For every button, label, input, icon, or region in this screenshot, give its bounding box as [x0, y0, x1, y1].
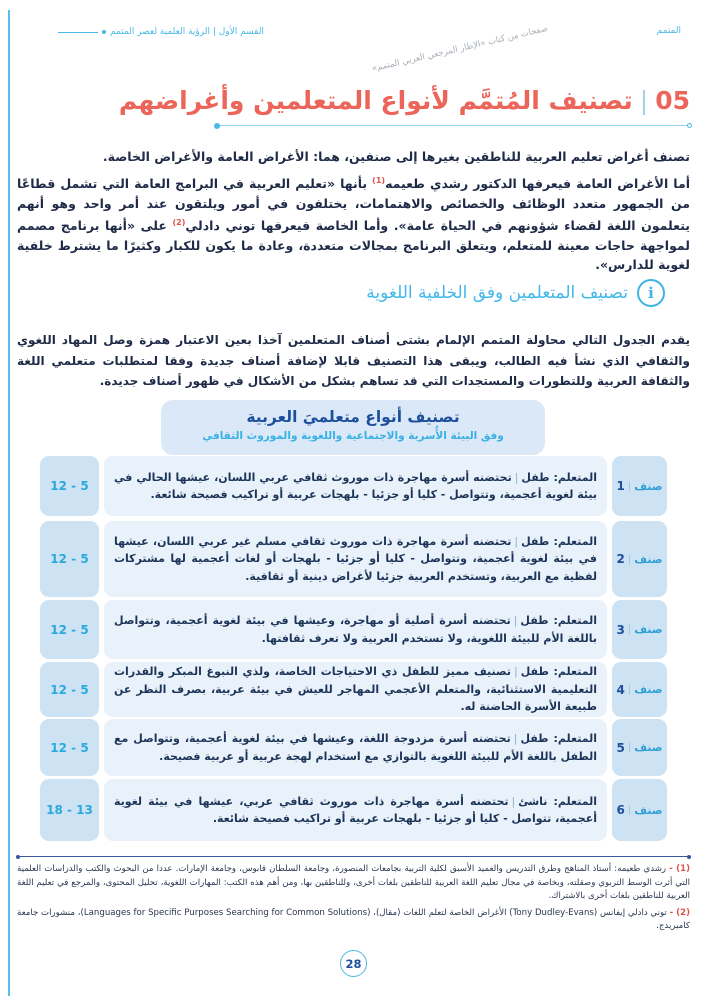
row-description-text: تصنيف مميز للطفل ذي الاحتياجات الخاصة، ولذي النبوغ المبكر والقدرات التعليمية الاستثنائية، والمتعلم الأعجمي المهاجر للعيش في بيئة عربية، بصرف النظر عن طبيعة الأسرة الحاضنة له. — [114, 665, 597, 714]
row-description — [104, 779, 607, 841]
running-head-dot — [102, 30, 106, 34]
footnote — [17, 863, 690, 904]
footnote-marker: (1) - — [669, 864, 690, 874]
info-circle-icon: i — [637, 279, 665, 307]
footnote-ref-2: (2) — [172, 218, 186, 227]
table-title: تصنيف أنواع متعلميَ العربية — [246, 408, 460, 426]
row-description-text: تحتضنه أسرة أصلية أو مهاجرة، وعيشها في بيئة لغوية أعجمية، وتتواصل باللغة الأم للبيئة اللغوية، ولا تستخدم العربية ولا تعرف ثقافتها. — [114, 614, 597, 645]
running-head-left — [58, 27, 264, 37]
row-learner-type: المتعلم: طفل — [520, 614, 597, 627]
row-description-text: تحتضنه أسرة مهاجرة ذات موروث ثقافي عربي اللسان، عيشها الحالي في بيئة لغوية أعجمية، وتتواصل - كليا أو جزئيا - بلهجات عربية أو تراكيب فصيحة شائعة. — [114, 470, 597, 501]
row-number: 6 — [616, 803, 625, 817]
section-paragraph: يقدم الجدول التالي محاولة المتمم الإلمام بشتى أصناف المتعلمين آخذا بعين الاعتبار همزة وصل المهاد اللغوي والثقافي الذي نشأ فيه الطالب، ويبقى هذا التصنيف قابلا لإضافة أصناف جديدة وفقا لمتطلبات متعلمي اللغة والثقافة العربية وللتطورات والمستجدات التي قد تساهم بشكل من الأشكال في ظهور أصناف جديدة. — [17, 333, 690, 388]
row-label — [612, 600, 667, 659]
intro-p2-part-a: أما الأغراض العامة فيعرفها الدكتور رشدي طعيمه — [385, 176, 690, 191]
row-label-divider: | — [627, 553, 632, 565]
intro-paragraph-1: تصنف أغراض تعليم العربية للناطقين بغيرها إلى صنفين، هما: الأغراض العامة والأغراض الخاصة. — [102, 149, 690, 164]
row-age-range: 5 - 12 — [40, 521, 99, 597]
row-description — [104, 662, 607, 717]
row-label-divider: | — [627, 742, 632, 753]
row-number: 2 — [616, 552, 625, 566]
intro-p2-part-b: بأنها «تعليم العربية في البرامج العامة التي تشمل قطاعًا من الجمهور متعدد الوظائف والخصائص والاهتمامات، يختلفون في أمور ويلتقون عند أمر واحد وهو أنهم يتعلمون اللغة لقضاء شؤونهم في الحياة عامة». وأما الخاصة فيعرفها توني دادلي — [17, 176, 691, 233]
row-label-divider: | — [627, 684, 632, 695]
left-accent-rule — [8, 10, 10, 996]
row-label — [612, 779, 667, 841]
row-learner-type: المتعلم: ناشئ — [518, 794, 597, 808]
row-learner-type: المتعلم: طفل — [520, 665, 597, 679]
row-label-prefix: صنف — [634, 552, 663, 566]
row-label-prefix: صنف — [634, 741, 663, 754]
section-title: تصنيف المتعلمين وفق الخلفية اللغوية — [366, 283, 628, 303]
row-label-prefix: صنف — [634, 803, 663, 817]
row-label-prefix: صنف — [634, 623, 663, 636]
table-subtitle: وفق البيئة الأُسرية والاجتماعية واللغوية والموروث الثقافي — [202, 430, 504, 442]
intro-p2-part-c: على «أنها برنامج مصمم لمواجهة حاجات معينة للمتعلم، ويتعلق البرنامج بمجالات متعددة، وعادة ما يكون للكبار وكثيرًا ما يشترط خلفية لغوية للدارس». — [17, 218, 690, 272]
underline-dot-end — [687, 123, 692, 128]
row-divider: | — [513, 732, 518, 745]
row-label-divider: | — [627, 480, 632, 492]
table-row — [40, 662, 667, 717]
row-label — [612, 456, 667, 516]
section-header — [366, 279, 665, 307]
row-label-divider: | — [627, 804, 632, 816]
running-head-left-label: القسم الأول | الرؤية العلمية لعصر المتمم — [110, 27, 264, 37]
page-number-badge: 28 — [340, 950, 367, 977]
intro-paragraph-2 — [17, 171, 690, 275]
row-age-range: 13 - 18 — [40, 779, 99, 841]
row-number: 1 — [616, 479, 625, 493]
row-divider: | — [514, 534, 519, 548]
row-description-text: تحتضنه أسرة مزدوجة اللغة، وعيشها في بيئة لغوية أعجمية، وتتواصل مع الطفل باللغة الأم للبيئة اللغوية بالتوازي مع استخدام لهجة عربية أو عربية فصيحة. — [114, 732, 597, 763]
footnote — [17, 907, 690, 934]
row-description — [104, 521, 607, 597]
row-label-prefix: صنف — [634, 479, 663, 493]
footnote-ref-1: (1) — [372, 176, 386, 185]
row-divider: | — [514, 470, 519, 484]
row-number: 3 — [616, 622, 625, 637]
running-head-right: المتمم — [656, 26, 681, 36]
footnote-marker: (2) - — [669, 907, 690, 918]
watermark: صفحات من كتاب «الإطار المرجعي العربي المتمم» — [371, 23, 549, 75]
footnote-text: توني دادلي إيفانس (Tony Dudley-Evans) الأغراض الخاصة لتعلم اللغات (مقال)، (Languages for Specific Purposes Searching for Common Solutions)، منشورات جامعة كامبريدج. — [17, 907, 690, 931]
running-head-rule — [58, 32, 98, 33]
underline-dot-start — [214, 123, 220, 129]
table-row — [40, 600, 667, 659]
row-label-prefix: صنف — [634, 683, 663, 696]
row-description — [104, 719, 607, 776]
row-number: 5 — [616, 740, 625, 755]
row-divider: | — [513, 614, 518, 627]
footnotes — [17, 863, 690, 937]
row-label — [612, 521, 667, 597]
table-row — [40, 779, 667, 841]
row-age-range: 5 - 12 — [40, 662, 99, 717]
table-row — [40, 521, 667, 597]
row-age-range: 5 - 12 — [40, 600, 99, 659]
footnote-divider-dot-left — [16, 855, 20, 859]
title-number: 05 — [655, 86, 690, 115]
row-divider: | — [511, 794, 516, 808]
row-learner-type: المتعلم: طفل — [521, 470, 597, 484]
footnote-divider — [17, 856, 690, 857]
title-text: تصنيف المُتمَّم لأنواع المتعلمين وأغراضهم — [118, 86, 633, 115]
title-separator: | — [639, 86, 649, 115]
row-learner-type: المتعلم: طفل — [521, 534, 597, 548]
row-divider: | — [514, 665, 518, 679]
row-description — [104, 456, 607, 516]
page-title — [17, 86, 690, 115]
row-age-range: 5 - 12 — [40, 719, 99, 776]
row-description-text: تحتضنه أسرة مهاجرة ذات موروث ثقافي مسلم غير عربي اللسان، عيشها في بيئة لغوية أعجمية، وتتواصل - كليا أو جزئيا - بلهجات أو لغات أعجمية لها مشتركات لفظية مع العربية، وتستخدم العربية جزئيا لأغراض دينية أو ثقافية. — [114, 534, 597, 583]
table-row — [40, 719, 667, 776]
table-header-card — [161, 400, 545, 455]
table-row — [40, 456, 667, 516]
row-label — [612, 662, 667, 717]
row-age-range: 5 - 12 — [40, 456, 99, 516]
row-label-divider: | — [627, 624, 632, 635]
footnote-text: رشدي طعيمه: أستاذ المناهج وطرق التدريس والعميد الأسبق لكلية التربية بجامعات المنصورة، وجامعة السلطان قابوس، وجامعة الإمارات. عددا من البحوث والكتب والدراسات العلمية التي أثرت الوسط التربوي وصقلته، وبخاصة في مجال تعليم اللغة العربية للناطقين بلغات أخرى، وللناطقين بها، ومن أهم هذه الكتب: المهارات اللغوية، تحليل المحتوى، والمرجع في تعليم اللغة العربية للناطقين بلغات أخرى بالاشتراك. — [17, 864, 690, 901]
title-underline — [216, 125, 690, 126]
row-learner-type: المتعلم: طفل — [520, 732, 597, 745]
row-number: 4 — [616, 682, 625, 697]
footnote-divider-dot-right — [687, 855, 691, 859]
row-label — [612, 719, 667, 776]
row-description-text: تحتضنه أسرة مهاجرة ذات موروث ثقافي عربي، عيشها في بيئة لغوية أعجمية، تتواصل - كليا أو جزئيا - بلهجات عربية أو تراكيب فصيحة شائعة. — [114, 794, 597, 825]
row-description — [104, 600, 607, 659]
